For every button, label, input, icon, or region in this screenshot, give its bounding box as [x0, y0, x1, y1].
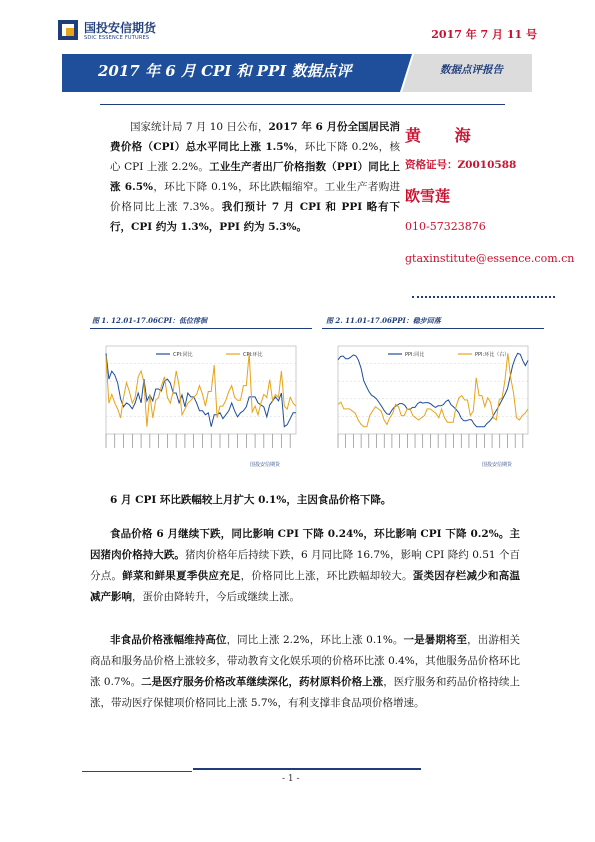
plot-area [338, 346, 528, 434]
chart-watermark: 国投安信期货 [482, 462, 513, 468]
paragraph-food [90, 524, 520, 608]
abstract-bold: 2017 年 6 月份全国居民消费价格（CPI）总水平同比上涨 1.5% [110, 121, 400, 153]
author-email[interactable]: gtaxinstitute@essence.com.cn [405, 252, 575, 265]
abstract [110, 117, 400, 237]
page-number: - 1 - [282, 774, 300, 784]
abstract-text: ，环比下降 0.2%，核心 CPI 上涨 2.2%。 [110, 141, 400, 173]
text: ，医疗服务和药品价格持续上涨，带动医疗保健项价格同比上涨 5.7%，有利支撑非食品项价格增速。 [90, 676, 521, 709]
bold-text: 二是医疗服务价格改革继续深化，药材原料价格上涨 [141, 676, 384, 688]
bold-text: 蛋类因存栏减少和高温减产影响 [90, 570, 521, 603]
footer-divider [82, 771, 192, 772]
legend-label: PPI:同比 [405, 352, 425, 358]
company-logo-icon [58, 20, 78, 40]
text: ，同比上涨 2.2%，环比上涨 0.1%。 [226, 634, 404, 646]
author-name: 黄 海 [405, 126, 485, 145]
paragraph-nonfood [90, 630, 520, 714]
report-date: 2017 年 7 月 11 号 [431, 28, 537, 41]
chart-caption: 图 1. 12.01-17.06CPI：低位徘徊 [92, 316, 208, 325]
text: ，蛋价由降转升，今后或继续上涨。 [132, 591, 300, 603]
bold-text: 鲜菜和鲜果夏季供应充足 [122, 570, 241, 582]
bold-text: 一是暑期将至 [403, 634, 468, 646]
text: 猪肉价格年后持续下跌，6 月同比降 16.7%，影响 CPI 降约 0.51 个百分点。 [90, 549, 521, 582]
section-heading: 6 月 CPI 环比跌幅较上月扩大 0.1%，主因食品价格下降。 [110, 494, 392, 506]
ppi-chart [322, 336, 544, 470]
legend-label: CPI:同比 [173, 352, 193, 358]
chart-caption: 图 2. 11.01-17.06PPI：稳步回落 [326, 316, 441, 325]
bold-text: 非食品价格涨幅维持高位 [110, 634, 227, 646]
abstract-bold: 工业生产者出厂价格指数（PPI）同比上涨 6.5% [110, 161, 401, 193]
abstract-text: 国家统计局 7 月 10 日公布， [130, 121, 269, 133]
abstract-text: ，环比下降 0.1%，环比跌幅缩窄。工业生产者购进价格同比上涨 7.3%。 [110, 181, 401, 213]
cpi-chart [90, 336, 312, 470]
company-name-en: SDIC ESSENCE FUTURES [84, 35, 150, 41]
abstract-bold: 我们预计 7 月 CPI 和 PPI 略有下行，CPI 约为 1.3%，PPI 约为 5.3%。 [110, 201, 400, 233]
text: ，出游相关商品和服务品价格上涨较多，带动教育文化娱乐项的价格环比涨 0.4%，其他服务品价格环比涨 0.7%。 [90, 634, 521, 688]
company-name: 国投安信期货 [84, 21, 157, 35]
author-certificate: 资格证号：Z0010588 [405, 159, 517, 171]
footer-divider [193, 768, 421, 770]
author-name: 欧雪莲 [405, 187, 451, 205]
bold-text: 食品价格 6 月继续下跌，同比影响 CPI 下降 0.24%，环比影响 CPI 下降 0.2%。主因猪肉价格持大跌。 [90, 528, 520, 561]
report-title: 2017 年 6 月 CPI 和 PPI 数据点评 [98, 62, 352, 80]
author-phone: 010-57323876 [405, 220, 486, 233]
divider [322, 328, 544, 329]
report-type-tag: 数据点评报告 [440, 64, 503, 76]
divider [100, 104, 505, 105]
divider [90, 328, 312, 329]
legend-label: CPI:环比 [243, 352, 263, 358]
text: ，价格同比上涨，环比跌幅却较大。 [240, 570, 413, 582]
dotted-divider [412, 296, 555, 298]
chart-watermark: 国投安信期货 [250, 462, 281, 468]
legend-label: PPI:环比（右） [475, 352, 510, 358]
